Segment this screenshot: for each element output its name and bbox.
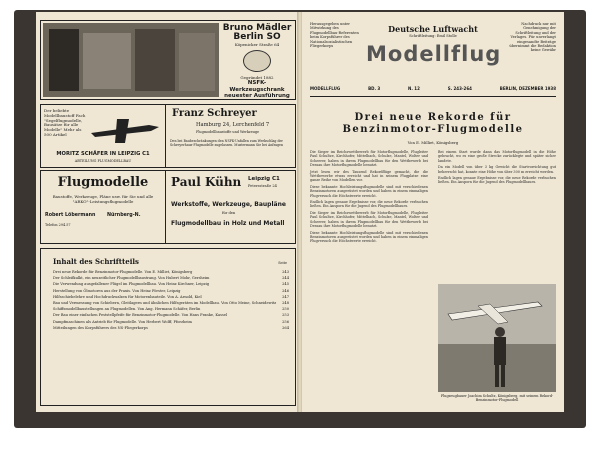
photo-scene [438, 284, 556, 392]
workshop-cabinet-photo [43, 23, 219, 97]
toc-entry[interactable]: Bau und Vermessung von Schiebern, Gleitlagern und ähnlichen Hilfsgeräten im Modellbau. Von Otto Meine, Schneidewitz 248 [53, 301, 289, 306]
paragraph: Die Sieger im Reichswettbewerb für Motorflugmodelle, Flugleiter Paul Schultze, Kirchhofer, Mittelbach, Schulze, Mantel, Wolter und Scheerer, haben in ihrem Flugmodellbau für den Wettbewerb bei Dessau ihre Motorflugmodelle benutzt. [310, 210, 428, 229]
schreyer-name: Franz Schreyer [172, 108, 257, 119]
toc-entry[interactable]: Herstellung von Ölmotoren aus der Praxis. Von Heinz Förster, Leipzig 246 [53, 288, 289, 293]
kuehn-product: Flugmodellbau in Holz und Metall [171, 220, 285, 227]
maedler-company: Bruno Mädler [222, 23, 292, 33]
ad-row-1 [40, 104, 296, 168]
loebermann-advertisement [41, 171, 166, 243]
kuehn-for: für den [222, 211, 236, 215]
masthead-left-text: Herausgegeben unter Mitwirkung des Flugmodellbau-Referenten beim Korpsführer des Nationalsozialistischen Fliegerkorps [310, 22, 359, 49]
masthead-editor: Schriftleitung: Emil Stolle [409, 34, 457, 38]
kuehn-name: Paul Kühn [171, 175, 242, 189]
schreyer-address: Hamburg 24, Lerchenfeld 7 [196, 122, 270, 128]
issue-pages: S. 243-264 [447, 86, 472, 91]
maedler-founded: Gegründet 1882 [240, 75, 274, 80]
paragraph: Endlich lagen genaue Ergebnisse vor, die neue Rekorde verbuchen ließen. Ein Ansporn für die Jugend des Flugmodellbaues. [310, 200, 428, 209]
article-author: Von E. Milliet, Königsberg [407, 140, 459, 145]
paragraph: Diese bekannte Hochleistungsflugmodelle sind mit verschiedenen Benzinmotoren ausgerüstet worden und haben in einem einmaligen Flugversuch die Höchstwerte erreicht. [310, 230, 428, 244]
masthead-right-text: Nachdruck nur mit Genehmigung der Schriftleitung und der Verlages. Für unverlangt eingesandte Beiträge übernimmt die Redaktion keine Gewähr [509, 22, 556, 53]
schreyer-text: Den bei Baubeschränkungen den NSFK-Unfallen zum Werkschlag der Schreyerhaus-Flugmodelle zugelassen. Mustermann Sie bei Anfragen [170, 139, 283, 148]
schreyer-subtitle: Flugmodellbaustoffe und Werkzeuge [196, 130, 260, 134]
toc-entry[interactable]: Dampfmaschinen als Antrieb für Flugmodelle. Von Herbert Wolff, Pforzheim 256 [53, 319, 289, 324]
ad-row-2 [40, 170, 296, 244]
loebermann-city: Nürnberg-N. [107, 213, 141, 218]
schreyer-advertisement [166, 105, 295, 167]
kuehn-advertisement [166, 171, 295, 243]
maedler-product: Werkzeugschrank [229, 86, 285, 93]
schaefer-dept: ABTEILUNG FLUGMODELLBAU [74, 159, 132, 163]
toc-page-label: Seite [278, 261, 287, 265]
maedler-address: Köpenicker Straße 64 [234, 42, 280, 47]
maedler-text [221, 24, 293, 100]
paragraph: Endlich lagen genaue Ergebnisse vor, die neue Rekorde verbuchen ließen. Ein Ansporn für die Jugend des Flugmodellbaues. [438, 176, 556, 185]
article-column-1 [310, 150, 428, 246]
loebermann-company: Robert Löbermann [45, 213, 96, 218]
kuehn-city: Leipzig C1 [248, 176, 280, 182]
maedler-tagline: neuester Ausführung [224, 93, 290, 99]
photo-caption: Flugzeugbauer Joachim Schultz, Königsberg, mit seinem Rekord-Benzinmotor-Flugmodell [440, 394, 554, 403]
kuehn-street: Petersstraße 24 [248, 184, 277, 188]
toc-entry[interactable]: Hilfsschiebelehre und Hochdruckwalzen für Motorenbauteile. Von A. Arnold, Kiel 247 [53, 294, 289, 299]
issue-band: BD. 3 [368, 86, 381, 91]
issue-info-bar [310, 86, 556, 91]
article-column-2 [438, 150, 556, 187]
toc-title: Inhalt des Schriftteils [53, 257, 139, 266]
toc-entry[interactable]: Mitteilungen des Korpsführers des NS-Fliegerkorps 264 [53, 325, 289, 330]
article-body [310, 150, 556, 406]
issue-date: BERLIN, DEZEMBER 1938 [499, 86, 556, 91]
toc-entry[interactable]: Die Verwendung ausgefallener Flügel im Flugmodellbau. Von Heinz Kirchner, Leipzig 245 [53, 282, 289, 287]
right-page [302, 12, 564, 412]
toc-entry[interactable]: Der Bau einer einfachen Feststellpfeife für Benzinmotor-Flugmodelle. Von Hans Franke, Kassel 253 [53, 313, 289, 318]
masthead-pretitle: Deutsche Luftwacht [388, 24, 478, 34]
issue-number: N. 12 [408, 86, 420, 91]
toc-entry[interactable]: Der Schleifkulkt, ein neuzeitlicher Flugmodellbaustrang. Von Hubert Mohr, Gersheim 244 [53, 276, 289, 281]
paragraph: Die Sieger im Reichswettbewerb für Motorflugmodelle, Flugleiter Paul Schultze, Kirchhofer, Mittelbach, Schulze, Mantel, Wolter und Scheerer, haben in ihrem Flugmodellbau für den Wettbewerb bei Dessau ihre Motorflugmodelle benutzt. [310, 150, 428, 168]
flugmodelle-title: Flugmodelle [57, 175, 149, 190]
masthead [310, 20, 556, 97]
schaefer-advertisement [41, 105, 166, 167]
paragraph: Diese bekannte Hochleistungsflugmodelle sind mit verschiedenen Benzinmotoren ausgerüstet worden und haben in einem einmaligen Flugversuch die Höchstwerte erreicht. [310, 184, 428, 198]
maedler-city: Berlin SO [233, 32, 281, 42]
magazine-title: Modellflug [366, 42, 502, 66]
maedler-brand: NSFK- [247, 80, 267, 86]
paragraph: Da ein Modell von über 3 kg Gewicht die Startvorrichtung gut beherrscht hat, konnte eine Höhe von über 300 m erreicht werden. [438, 165, 556, 174]
toc-entry[interactable]: Drei neue Rekorde für Benzinmotor-Flugmodelle. Von E. Milliet, Königsberg 243 [53, 270, 289, 274]
article-title: Drei neue Rekorde für Benzinmotor-Flugmodelle [342, 112, 524, 135]
loebermann-phone: Telefon 294.57 [45, 223, 71, 227]
flugmodelle-text: Baustoffe, Werkzeuge, Pläne usw. für Sie und alle "ARKO"-Leistungsflugmodelle [52, 194, 154, 204]
airplane-icon [89, 113, 161, 147]
toc-entry[interactable]: Schiffsmodellbaustellungen an Flugmodellen. Von Ang. Hermann Schäfer, Berlin 250 [53, 307, 289, 312]
maedler-logo-icon [243, 50, 271, 72]
paragraph: Bei einem Start wurde dann das Motorflugmodell in die Höhe gebracht, wo es eine große Strecke zurücklegte und später sicher landete. [438, 150, 556, 163]
maedler-advertisement [40, 20, 296, 100]
schaefer-text: Der beliebte Modellbaustoff Fach "Segelflugmodelle, Bausätze für alle Modelle" Mehr als 500 Artikel [44, 108, 86, 137]
toc-list [53, 269, 289, 331]
issue-name: MODELLFLUG [310, 86, 341, 91]
table-of-contents [40, 248, 296, 406]
kuehn-services: Werkstoffe, Werkzeuge, Baupläne [171, 201, 286, 208]
model-airplane-photo [438, 284, 556, 392]
left-page [36, 12, 298, 412]
paragraph: Jetzt lesen wir des Tausend Rekordflüge gemacht, die die Wettbewerbe etwas erreicht und hat in seinem Flugplatze eine ganze Reihe von Modellen vor. [310, 169, 428, 183]
schaefer-company: MORITZ SCHÄFER IN LEIPZIG C1 [56, 151, 150, 157]
